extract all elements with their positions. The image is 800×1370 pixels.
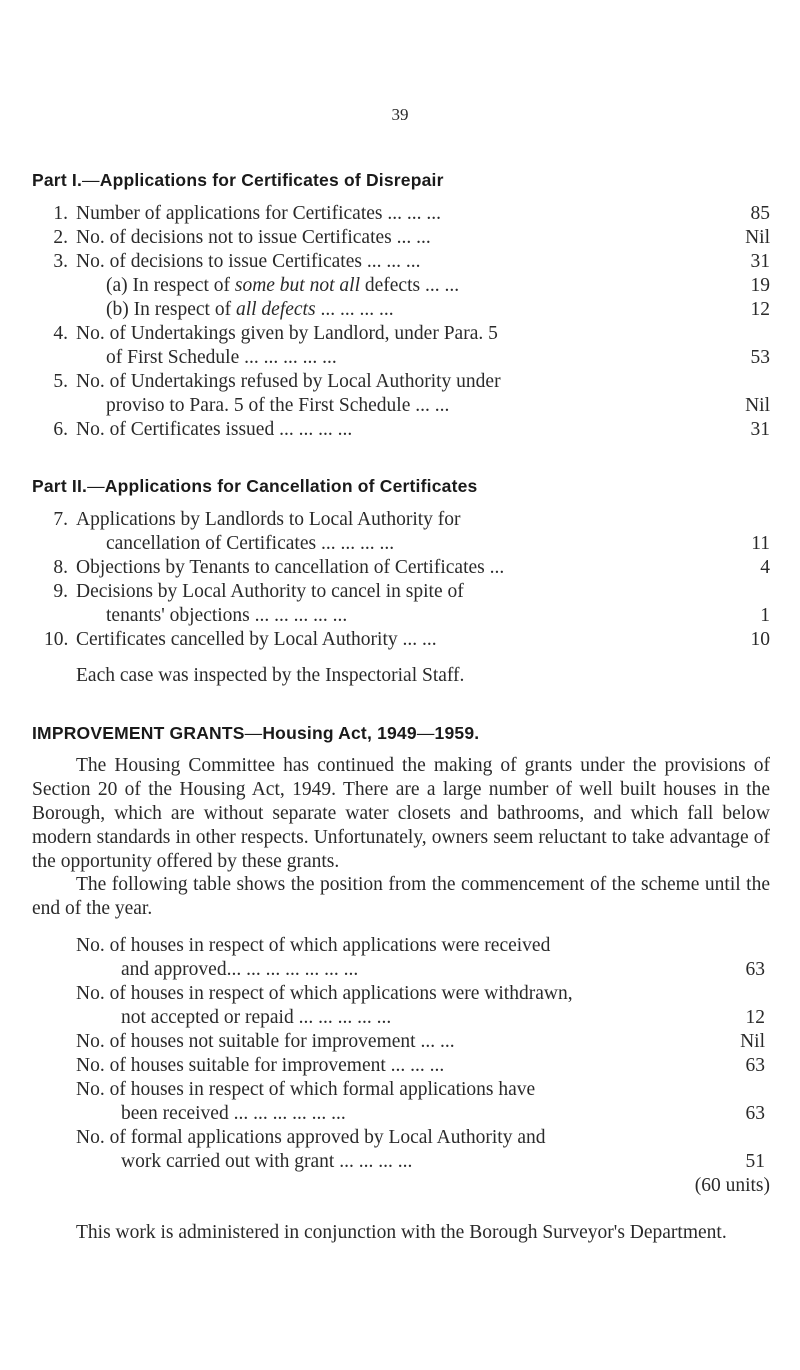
- grant-row-2: [0, 982, 800, 1006]
- grant-row-1: [0, 934, 800, 958]
- part2-note: [0, 664, 800, 688]
- part1-item-4: [0, 322, 800, 346]
- part2-heading-part: Part II.: [32, 476, 88, 496]
- item-text: Applications by Landlords to Local Authority for: [76, 509, 461, 530]
- item-text: No. of Undertakings refused by Local Authority under: [76, 371, 501, 392]
- part1-heading-dash: —: [82, 170, 100, 190]
- item-value: Nil: [745, 227, 770, 248]
- improvement-heading: [32, 723, 479, 744]
- grant-text: No. of houses in respect of which applications were withdrawn,: [76, 983, 573, 1004]
- grant-row-3: [0, 1030, 800, 1054]
- item-number: 8.: [53, 557, 68, 578]
- item-value: 12: [750, 299, 770, 320]
- sub-text-end: ... ... ... ...: [315, 299, 394, 320]
- item-number: 1.: [53, 203, 68, 224]
- part1-item-3b: [0, 298, 800, 322]
- item-value: 53: [750, 347, 770, 368]
- page-number: 39: [391, 105, 409, 124]
- item-number: 10.: [44, 629, 69, 650]
- grant-units-row: [0, 1174, 800, 1198]
- part1-item-3a: [0, 274, 800, 298]
- grant-text-cont: work carried out with grant ... ... ... ...: [121, 1151, 413, 1172]
- part2-heading-title: Applications for Cancellation of Certificates: [104, 476, 478, 496]
- grant-row-5: [0, 1078, 800, 1102]
- part1-item-3: [0, 250, 800, 274]
- inspection-note: Each case was inspected by the Inspectorial Staff.: [76, 665, 465, 686]
- grant-row-6-cont: [0, 1150, 800, 1174]
- item-number: 5.: [53, 371, 68, 392]
- part2-item-7-cont: [0, 532, 800, 556]
- grant-row-1-cont: [0, 958, 800, 982]
- item-number: 2.: [53, 227, 68, 248]
- paragraph-table-intro: The following table shows the position from the commencement of the scheme until the end of the year.: [32, 874, 770, 919]
- improvement-heading-dash2: —: [416, 723, 435, 743]
- sub-text-italic: some but not all: [234, 275, 360, 296]
- sub-text: In respect of: [132, 275, 235, 296]
- grant-text: No. of formal applications approved by Local Authority and: [76, 1127, 546, 1148]
- item-text-cont: tenants' objections ... ... ... ... ...: [106, 605, 348, 626]
- part2-item-9: [0, 580, 800, 604]
- grant-row-2-cont: [0, 1006, 800, 1030]
- part1-item-5: [0, 370, 800, 394]
- item-text: Decisions by Local Authority to cancel in spite of: [76, 581, 464, 602]
- paragraph-closing: This work is administered in conjunction with the Borough Surveyor's Department.: [76, 1222, 727, 1243]
- part1-item-1: [0, 202, 800, 226]
- part2-item-9-cont: [0, 604, 800, 628]
- part2-item-7: [0, 508, 800, 532]
- grant-text: No. of houses not suitable for improvement ... ...: [76, 1031, 455, 1052]
- grant-value: 51: [745, 1151, 765, 1172]
- part1-item-6: [0, 418, 800, 442]
- item-text-cont: proviso to Para. 5 of the First Schedule ... ...: [106, 395, 450, 416]
- sub-text-end: defects ... ...: [359, 275, 460, 296]
- item-text-cont: of First Schedule ... ... ... ... ...: [106, 347, 337, 368]
- grant-value: 63: [745, 1055, 765, 1076]
- sub-text-italic: all defects: [235, 299, 316, 320]
- part1-item-5-cont: [0, 394, 800, 418]
- item-text: No. of decisions not to issue Certificates ... ...: [76, 227, 431, 248]
- item-value: 31: [750, 419, 770, 440]
- grant-row-5-cont: [0, 1102, 800, 1126]
- grant-row-6: [0, 1126, 800, 1150]
- improvement-heading-dash1: —: [244, 723, 263, 743]
- paragraph-grants-intro: The Housing Committee has continued the making of grants under the provisions of Section 20 of the Housing Act, 1949. There are a large number of well built houses in the Borough, which are without separate water closets and bathrooms, and which fall below modern standards in other respects. Unfortunately, owners seem reluctant to take advantage of the opportunity offered by these grants.: [32, 755, 770, 872]
- sub-label: (b): [106, 299, 129, 320]
- item-number: 4.: [53, 323, 68, 344]
- item-text: Number of applications for Certificates ... ... ...: [76, 203, 441, 224]
- item-value: 19: [750, 275, 770, 296]
- grant-value: Nil: [740, 1031, 765, 1052]
- grant-text: No. of houses in respect of which formal applications have: [76, 1079, 536, 1100]
- item-value: 1: [760, 605, 770, 626]
- part1-item-4-cont: [0, 346, 800, 370]
- grant-text-cont: not accepted or repaid ... ... ... ... ...: [121, 1007, 392, 1028]
- item-text: No. of Certificates issued ... ... ... ...: [76, 419, 353, 440]
- grant-row-4: [0, 1054, 800, 1078]
- item-number: 7.: [53, 509, 68, 530]
- part2-item-8: [0, 556, 800, 580]
- part1-heading: [32, 170, 444, 191]
- item-text: No. of decisions to issue Certificates ... ... ...: [76, 251, 421, 272]
- grant-value: 63: [745, 959, 765, 980]
- grant-text: No. of houses in respect of which applications were received: [76, 935, 551, 956]
- part2-heading-dash: —: [87, 476, 105, 496]
- item-value: 85: [750, 203, 770, 224]
- sub-label: (a): [106, 275, 128, 296]
- improvement-heading-sub: Housing Act, 1949: [262, 723, 417, 743]
- item-text: [106, 274, 459, 298]
- sub-text: In respect of: [133, 299, 236, 320]
- grant-value: 12: [745, 1007, 765, 1028]
- item-text: Objections by Tenants to cancellation of Certificates ...: [76, 557, 505, 578]
- units-note: (60 units): [694, 1175, 770, 1196]
- item-value: 10: [750, 629, 770, 650]
- item-text-cont: cancellation of Certificates ... ... ... ...: [106, 533, 395, 554]
- item-value: 11: [751, 533, 770, 554]
- grant-value: 63: [745, 1103, 765, 1124]
- grant-text-cont: been received ... ... ... ... ... ...: [121, 1103, 346, 1124]
- item-value: 4: [760, 557, 770, 578]
- item-value: 31: [750, 251, 770, 272]
- part2-heading: [32, 476, 477, 497]
- improvement-heading-main: IMPROVEMENT GRANTS: [32, 723, 245, 743]
- part1-item-2: [0, 226, 800, 250]
- part1-heading-part: Part I.: [32, 170, 83, 190]
- item-text: Certificates cancelled by Local Authority ... ...: [76, 629, 437, 650]
- part1-heading-title: Applications for Certificates of Disrepair: [99, 170, 444, 190]
- item-value: Nil: [745, 395, 770, 416]
- grant-text: No. of houses suitable for improvement ... ... ...: [76, 1055, 445, 1076]
- item-number: 3.: [53, 251, 68, 272]
- item-number: 9.: [53, 581, 68, 602]
- item-text: [106, 298, 394, 322]
- part2-item-10: [0, 628, 800, 652]
- item-text: No. of Undertakings given by Landlord, under Para. 5: [76, 323, 498, 344]
- item-number: 6.: [53, 419, 68, 440]
- improvement-heading-year: 1959.: [434, 723, 480, 743]
- grant-text-cont: and approved... ... ... ... ... ... ...: [121, 959, 359, 980]
